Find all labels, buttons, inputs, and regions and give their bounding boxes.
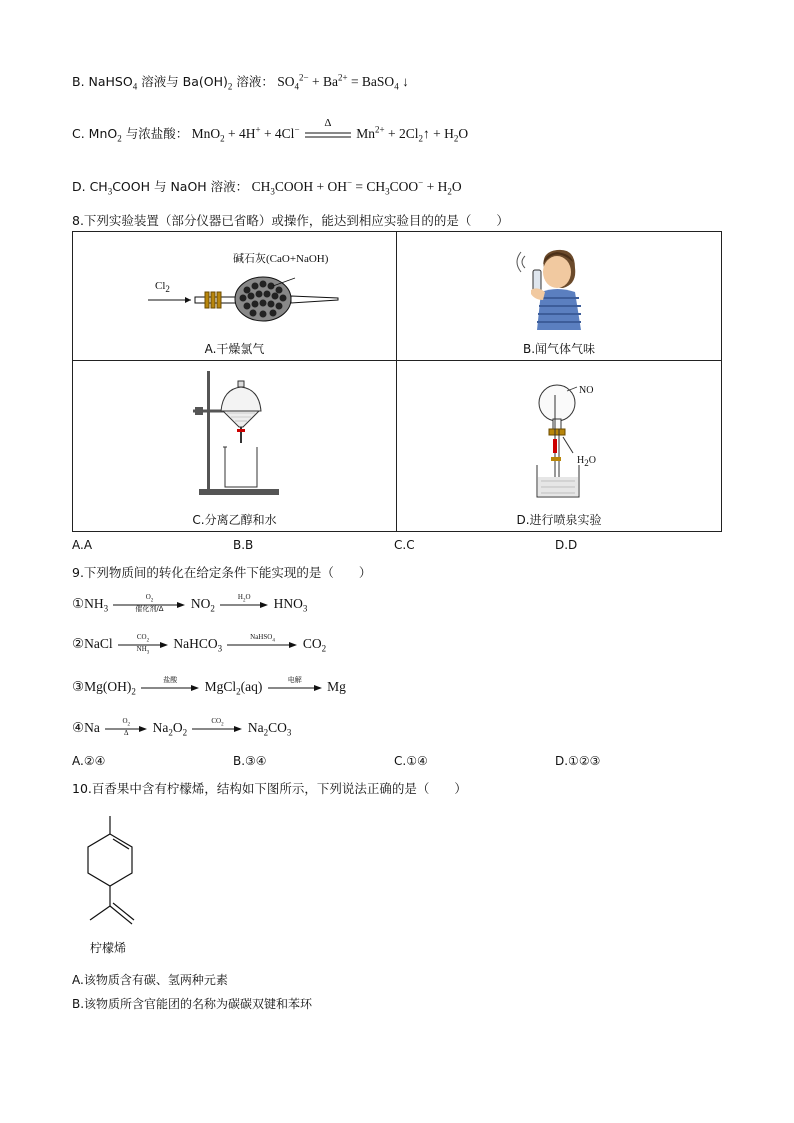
reaction-arrow: $O_2$ 催化剂/Δ (113, 602, 185, 608)
q10-option-a: A.该物质含有碳、氢两种元素 (72, 973, 228, 987)
q8-caption-a: A.干燥氯气 (204, 342, 265, 356)
q8-caption-c: C.分离乙醇和水 (192, 513, 277, 527)
reaction-arrow: $H_2O$ (220, 602, 268, 608)
cl2-label: $Cl_2$ (155, 280, 170, 295)
q9-option-d: D.①②③ (555, 754, 601, 768)
separation-funnel-apparatus (191, 367, 291, 502)
option-d-line: D. $CH_3COOH$ 与 NaOH 溶液： $CH_3COOH + OH^- = CH_3COO^- + H_2O$ (72, 177, 462, 197)
q9-item-2: ②NaCl $CO_2$ $NH_3$ NaHCO$_3$ NaHSO$_4$ $CO_2$ (72, 632, 327, 656)
q8-caption-b: B.闻气体气味 (522, 342, 596, 356)
reaction-arrow: $CO_2$ (192, 726, 242, 732)
q8-option-d: D.D (555, 538, 578, 552)
q8-option-c: C.C (394, 538, 415, 552)
reaction-arrow: 盐酸 (141, 685, 199, 691)
q9-stem: 9.下列物质间的转化在给定条件下能实现的是（ ） (72, 565, 372, 580)
reaction-arrow: $O_2$ Δ (105, 726, 147, 732)
q8-cell-a (72, 231, 397, 361)
q8-caption-d: D.进行喷泉实验 (516, 513, 602, 527)
q8-cell-d (396, 360, 722, 532)
reaction-arrow: $CO_2$ $NH_3$ (118, 642, 168, 648)
limonene-label: 柠檬烯 (90, 941, 127, 955)
q10-option-b: B.该物质所含官能团的名称为碳碳双键和苯环 (72, 997, 313, 1011)
q10-stem: 10.百香果中含有柠檬烯，结构如下图所示，下列说法正确的是（ ） (72, 781, 467, 796)
option-c-line: C. MnO$_2$ 与浓盐酸： MnO$_2$ + 4H+ + 4Cl− Δ $Mn^{2+}$ + $2Cl_2↑ + H_2O$ (72, 116, 469, 144)
no-label: NO (579, 385, 594, 396)
soda-lime-label: 碱石灰(CaO+NaOH) (233, 253, 329, 265)
q8-table (72, 231, 722, 532)
q8-cell-c (72, 360, 397, 532)
fountain-experiment-apparatus (527, 381, 607, 503)
limonene-structure (76, 812, 146, 938)
option-b-line: B. NaHSO$_4$ 溶液与 $Ba(OH)_2$ 溶液： $SO_4^{2-} + Ba^{2+}$ = BaSO$_4$ ↓ (72, 72, 409, 92)
reaction-arrow: NaHSO$_4$ (227, 642, 297, 648)
q9-item-1: $①NH_3$ $O_2$ 催化剂/Δ $NO_2$ $H_2O$ $HNO_3$ (72, 592, 308, 614)
q8-stem: 8.下列实验装置（部分仪器已省略）或操作，能达到相应实验目的的是（ ） (72, 213, 509, 228)
drying-tube-diagram (143, 262, 343, 322)
heat-equals-sign: Δ (324, 116, 332, 129)
h2o-label: $H_2O$ (577, 455, 596, 468)
q9-option-b: B.③④ (233, 754, 267, 768)
q8-option-a: A.A (72, 538, 93, 552)
q8-option-b: B.B (233, 538, 254, 552)
q8-cell-b (396, 231, 722, 361)
q9-option-c: C.①④ (394, 754, 428, 768)
q9-option-a: A.②④ (72, 754, 106, 768)
q9-item-3: $③Mg(OH)_2$ 盐酸 MgCl$_2$(aq) 电解 Mg (72, 675, 346, 697)
q9-item-4: ④Na $O_2$ Δ $Na_2O_2$ $CO_2$ $Na_2CO_3$ (72, 716, 292, 738)
smelling-gas-illustration (515, 242, 605, 332)
reaction-arrow: 电解 (268, 685, 322, 691)
